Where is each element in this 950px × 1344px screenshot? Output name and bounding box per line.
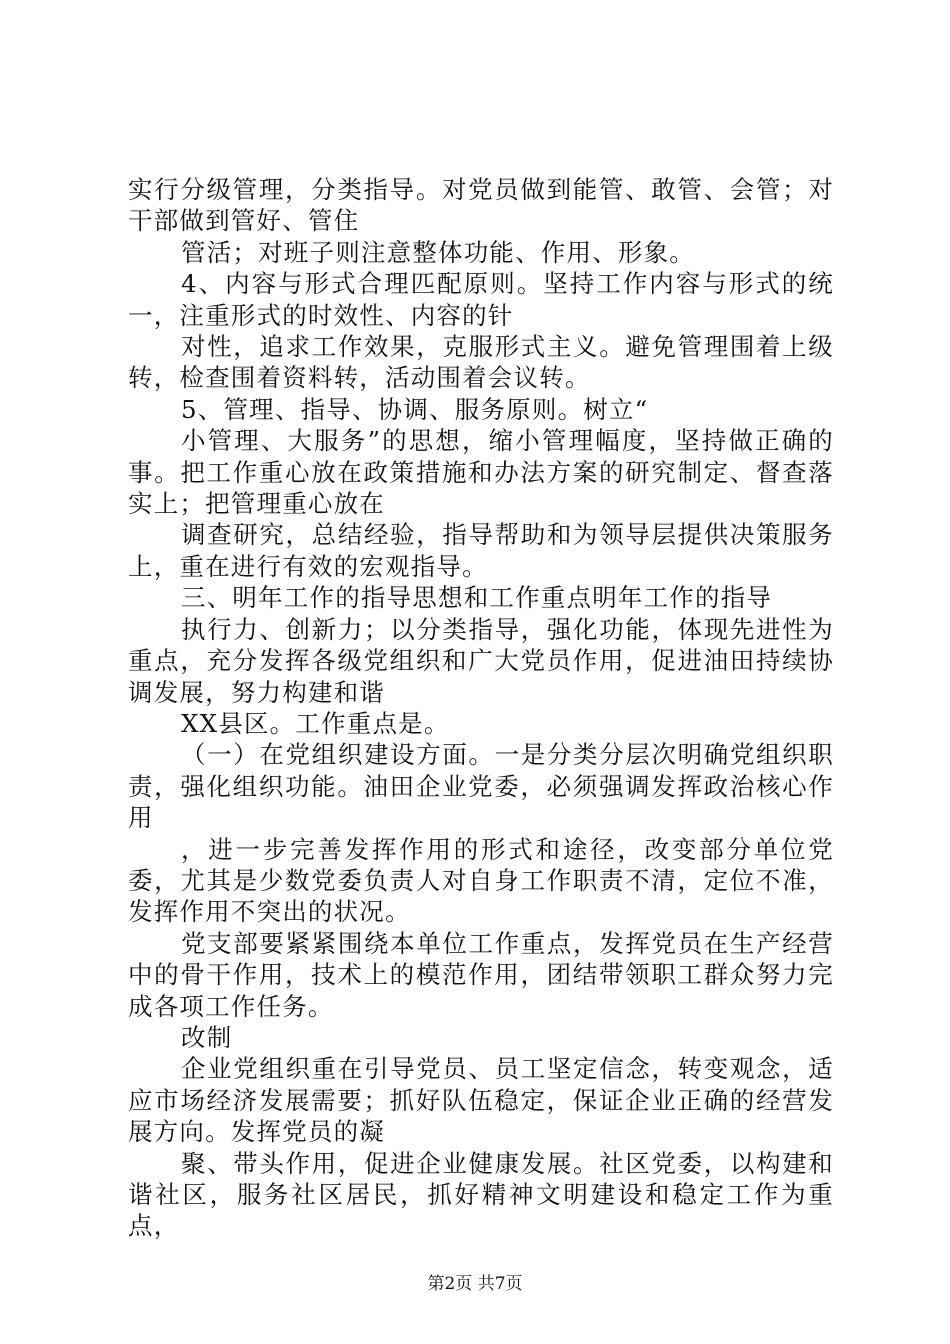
paragraph: 党支部要紧紧围绕本单位工作重点，发挥党员在生产经营中的骨干作用，技术上的模范作用，团结带领职工群众努力完成各项工作任务。 bbox=[128, 928, 834, 1021]
paragraph: 小管理、大服务”的思想，缩小管理幅度，坚持做正确的事。把工作重心放在政策措施和办法方案的研究制定、督查落实上；把管理重心放在 bbox=[128, 426, 834, 519]
paragraph: ，进一步完善发挥作用的形式和途径，改变部分单位党委，尤其是少数党委负责人对自身工作职责不清，定位不准，发挥作用不突出的状况。 bbox=[128, 834, 834, 927]
paragraph: 执行力、创新力；以分类指导，强化功能，体现先进性为重点，充分发挥各级党组织和广大党员作用，促进油田持续协调发展，努力构建和谐 bbox=[128, 614, 834, 707]
page-footer: 第2页 共7页 bbox=[427, 1274, 523, 1294]
paragraph: 调查研究，总结经验，指导帮助和为领导层提供决策服务上，重在进行有效的宏观指导。 bbox=[128, 520, 834, 581]
paragraph: 三、明年工作的指导思想和工作重点明年工作的指导 bbox=[181, 583, 773, 613]
paragraph: 管活；对班子则注意整体功能、作用、形象。 bbox=[181, 237, 695, 267]
paragraph: 5、管理、指导、协调、服务原则。树立“ bbox=[181, 394, 649, 424]
document-body bbox=[128, 174, 834, 1242]
paragraph: 4、内容与形式合理匹配原则。坚持工作内容与形式的统一，注重形式的时效性、内容的针 bbox=[128, 269, 834, 330]
paragraph: 企业党组织重在引导党员、员工坚定信念，转变观念，适应市场经济发展需要；抓好队伍稳定，保证企业正确的经营发展方向。发挥党员的凝 bbox=[128, 1054, 834, 1147]
paragraph: 聚、带头作用，促进企业健康发展。社区党委，以构建和谐社区，服务社区居民，抓好精神文明建设和稳定工作为重点， bbox=[128, 1148, 834, 1241]
paragraph: 改制 bbox=[181, 1022, 233, 1052]
paragraph: XX县区。工作重点是。 bbox=[181, 708, 450, 738]
paragraph: （一）在党组织建设方面。一是分类分层次明确党组织职责，强化组织功能。油田企业党委，必须强调发挥政治核心作用 bbox=[128, 740, 834, 833]
paragraph: 对性，追求工作效果，克服形式主义。避免管理围着上级转，检查围着资料转，活动围着会议转。 bbox=[128, 332, 834, 393]
paragraph: 实行分级管理，分类指导。对党员做到能管、敢管、会管；对干部做到管好、管住 bbox=[128, 175, 834, 236]
